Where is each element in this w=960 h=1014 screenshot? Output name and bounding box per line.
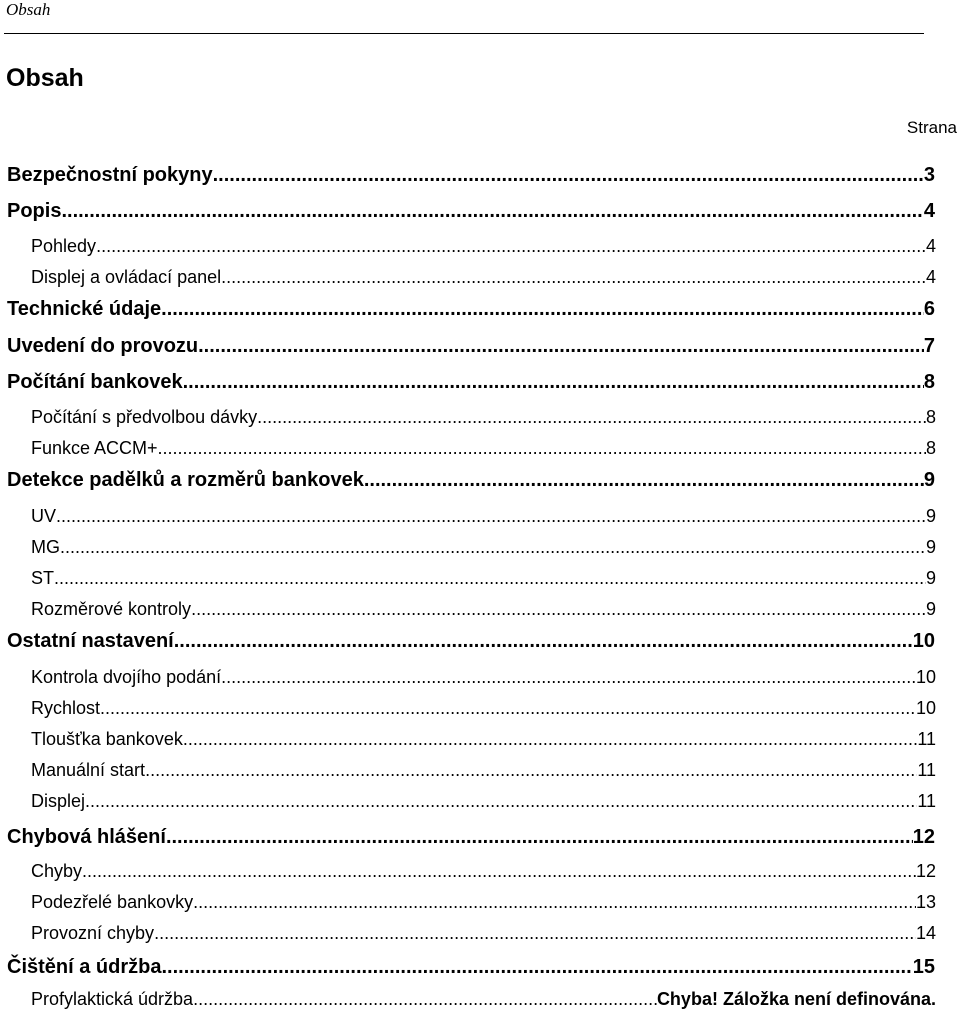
toc-entry-label: Počítání bankovek (7, 371, 183, 393)
toc-entry-label: Bezpečnostní pokyny (7, 164, 213, 186)
toc-entry-page: 4 (925, 267, 936, 287)
toc-dot-leader (158, 436, 926, 460)
toc-entry-page: 12 (915, 861, 936, 881)
toc-dot-leader (213, 162, 924, 188)
toc-entry-page: 10 (915, 698, 936, 718)
toc-entry-label: Displej (31, 791, 86, 811)
toc-dot-leader (61, 198, 923, 224)
toc-entry-label: UV (31, 506, 57, 526)
toc-subentry[interactable] (31, 436, 936, 460)
toc-entry-page: 4 (925, 236, 936, 256)
toc-entry-page: 9 (925, 599, 936, 619)
toc-entry-page: 9 (925, 506, 936, 526)
running-header: Obsah (6, 0, 51, 19)
toc-entry-page: 8 (925, 407, 936, 427)
toc-subentry[interactable] (31, 234, 936, 258)
toc-dot-leader (166, 824, 913, 850)
toc-entry-label: Čištění a údržba (7, 956, 162, 978)
toc-subentry[interactable] (31, 665, 936, 689)
toc-dot-leader (364, 467, 924, 493)
toc-entry-label: ST (31, 568, 55, 588)
toc-subentry[interactable] (31, 696, 936, 720)
toc-subentry[interactable] (31, 597, 936, 621)
toc-entry[interactable] (7, 954, 935, 980)
toc-title: Obsah (6, 64, 84, 92)
toc-entry-label: Chyby (31, 861, 83, 881)
toc-entry-label: Podezřelé bankovky (31, 892, 194, 912)
toc-dot-leader (183, 369, 924, 395)
toc-entry[interactable] (7, 162, 935, 188)
toc-entry-page: 6 (923, 298, 935, 320)
toc-error-message: Chyba! Záložka není definována. (656, 989, 936, 1009)
toc-subentry[interactable] (31, 758, 936, 782)
toc-entry[interactable] (7, 824, 935, 850)
toc-dot-leader (193, 987, 657, 1011)
toc-dot-leader (54, 566, 926, 590)
toc-entry-page: 9 (925, 568, 936, 588)
toc-entry-page: 10 (915, 667, 936, 687)
toc-entry-page: 7 (923, 335, 935, 357)
toc-subentry[interactable] (31, 727, 936, 751)
toc-entry-page: 8 (925, 438, 936, 458)
toc-dot-leader (85, 789, 917, 813)
toc-entry[interactable] (7, 333, 935, 359)
toc-subentry[interactable] (31, 890, 936, 914)
page-column-label: Strana (906, 118, 957, 137)
toc-dot-leader (145, 758, 917, 782)
toc-entry-page: 9 (923, 469, 935, 491)
toc-dot-leader (257, 405, 926, 429)
toc-entry-label: Profylaktická údržba (31, 989, 194, 1009)
toc-entry[interactable] (7, 467, 935, 493)
toc-entry[interactable] (7, 628, 935, 654)
toc-entry[interactable] (7, 296, 935, 322)
toc-dot-leader (161, 296, 924, 322)
toc-entry-label: Kontrola dvojího podání (31, 667, 222, 687)
toc-dot-leader (161, 954, 912, 980)
toc-subentry[interactable] (31, 535, 936, 559)
toc-entry-label: Provozní chyby (31, 923, 155, 943)
toc-dot-leader (60, 535, 926, 559)
toc-subentry[interactable] (31, 566, 936, 590)
toc-entry-label: Technické údaje (7, 298, 162, 320)
toc-entry-page: 11 (917, 729, 936, 749)
toc-entry-page: 11 (917, 791, 936, 811)
toc-entry-page: 9 (925, 537, 936, 557)
toc-subentry[interactable] (31, 921, 936, 945)
toc-entry-page: 4 (923, 200, 935, 222)
toc-entry-label: Uvedení do provozu (7, 335, 199, 357)
toc-subentry[interactable] (31, 504, 936, 528)
toc-dot-leader (221, 265, 926, 289)
toc-entry-label: Ostatní nastavení (7, 630, 174, 652)
toc-entry-page: 15 (912, 956, 935, 978)
toc-subentry[interactable] (31, 265, 936, 289)
toc-dot-leader (100, 696, 916, 720)
toc-entry-label: Pohledy (31, 236, 97, 256)
toc-dot-leader (174, 628, 913, 654)
toc-entry-label: Chybová hlášení (7, 826, 166, 848)
toc-subentry[interactable] (31, 405, 936, 429)
toc-entry-label: MG (31, 537, 60, 557)
toc-entry-label: Manuální start (31, 760, 146, 780)
toc-dot-leader (154, 921, 916, 945)
toc-subentry[interactable] (31, 789, 936, 813)
toc-entry-label: Rychlost (31, 698, 101, 718)
toc-entry[interactable] (7, 198, 935, 224)
toc-entry[interactable] (7, 369, 935, 395)
toc-entry-page: 12 (912, 826, 935, 848)
toc-dot-leader (191, 597, 926, 621)
toc-entry-page: 10 (912, 630, 935, 652)
toc-dot-leader (198, 333, 924, 359)
toc-subentry[interactable] (31, 859, 936, 883)
toc-entry-page: 14 (915, 923, 936, 943)
toc-entry-page: 11 (917, 760, 936, 780)
toc-entry-page: 8 (923, 371, 935, 393)
toc-entry-page: 13 (915, 892, 936, 912)
toc-entry-label: Displej a ovládací panel (31, 267, 222, 287)
toc-entry-label: Tloušťka bankovek (31, 729, 183, 749)
toc-entry-label: Rozměrové kontroly (31, 599, 192, 619)
toc-dot-leader (96, 234, 926, 258)
toc-dot-leader (183, 727, 917, 751)
toc-dot-leader (56, 504, 926, 528)
toc-entry-page: 3 (923, 164, 935, 186)
toc-entry-label: Detekce padělků a rozměrů bankovek (7, 469, 364, 491)
toc-entry-label: Počítání s předvolbou dávky (31, 407, 258, 427)
toc-subentry[interactable] (31, 987, 936, 1011)
toc-dot-leader (193, 890, 916, 914)
toc-entry-label: Funkce ACCM+ (31, 438, 158, 458)
toc-entry-label: Popis (7, 200, 62, 222)
toc-dot-leader (221, 665, 916, 689)
toc-dot-leader (82, 859, 916, 883)
